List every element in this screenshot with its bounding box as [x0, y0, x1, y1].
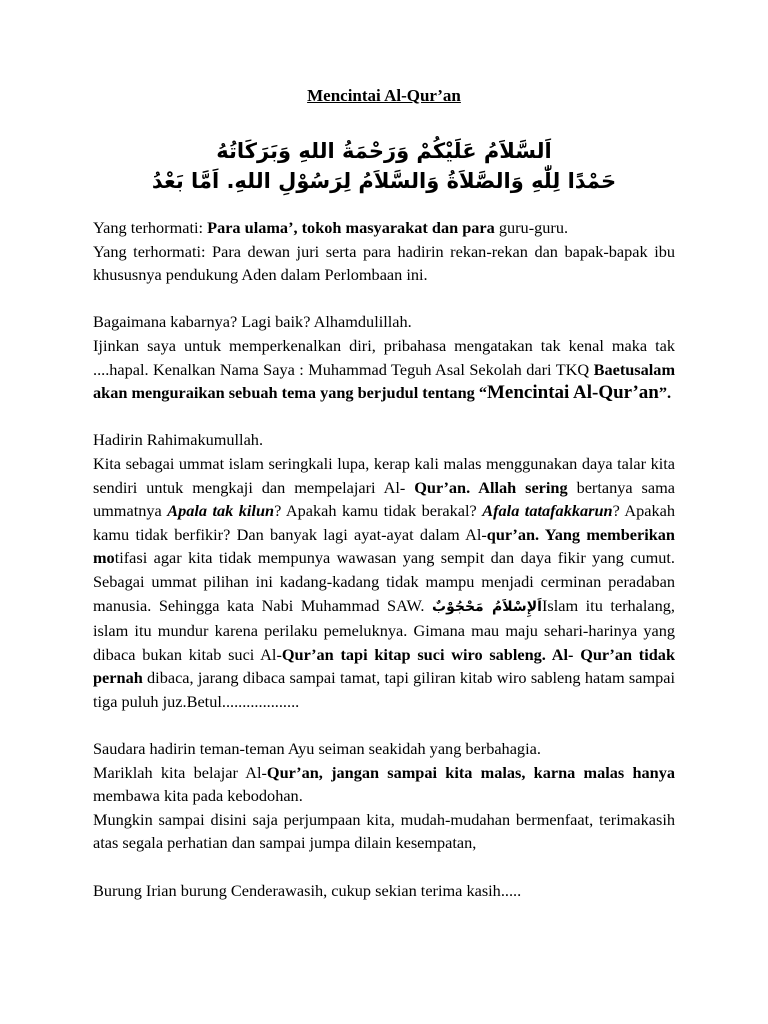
paragraph-saudara: Saudara hadirin teman-teman Ayu seiman seakidah yang berbahagia.: [93, 739, 541, 759]
text-run: Kita sebagai ummat islam seringkali lupa, kerap kali malas menggunakan daya talar kita sendiri untuk mengkaji dan mempelajari Al-: [93, 453, 675, 497]
text-run: Mariklah kita belajar Al-: [93, 762, 267, 782]
arabic-inline-phrase: اَلإِسْلاَمُ مَحْجُوْبٌ: [432, 598, 542, 615]
paragraph-introduction: [93, 334, 675, 405]
paragraph-invitation: [93, 761, 675, 808]
text-run: tifasi agar kita tidak mempunya wawasan yang sempit dan daya fikir yang cumut. Sebagai ummat pilihan ini kadang-kadang tidak mampu menjadi cerminan peradaban manusia. Sehingga kata Nabi Muhammad SAW.: [93, 548, 675, 615]
text-run: ? Apakah kamu tidak berfikir? Dan banyak lagi ayat-ayat dalam Al-: [93, 501, 676, 544]
text-run: membawa kita pada kebodohan.: [93, 786, 303, 806]
text-run-bold-italic: Afala tatafakkarun: [482, 501, 613, 521]
theme-title: Mencintai Al-Qur’an: [486, 382, 659, 404]
paragraph-how-are-you: Bagaimana kabarnya? Lagi baik? Alhamdulillah.: [93, 312, 412, 332]
paragraph-greeting-juri: Yang terhormati: Para dewan juri serta para hadirin rekan-rekan dan bapak-bapak ibu khususnya pendukung Aden dalam Perlombaan ini.: [93, 241, 675, 285]
text-run-bold: Para ulama’, tokoh masyarakat dan para: [207, 218, 495, 237]
text-run: guru-guru.: [494, 218, 569, 237]
paragraph-hadirin: Hadirin Rahimakumullah.: [93, 430, 264, 450]
text-run-bold: Qur’an tapi kitap suci wiro sableng. Al- Qur’an tidak pernah: [93, 644, 675, 688]
text-run: bertanya sama ummatnya: [93, 477, 675, 521]
arabic-greeting: اَلسَّلاَمُ عَلَيْكُمْ وَرَحْمَةُ اللهِ وَبَرَكَاتُهُ: [216, 139, 552, 163]
text-run-bold: qur’an. Yang memberikan mo: [93, 524, 675, 568]
paragraph-main-content: [93, 452, 675, 714]
text-run: Islam itu terhalang, islam itu mundur karena perilaku pemeluknya. Gimana mau maju sehari-harinya yang dibaca bukan kitab suci Al-: [93, 595, 676, 664]
paragraph-gap: [93, 287, 675, 311]
arabic-opening: حَمْدًا لِلّٰهِ وَالصَّلاَةُ وَالسَّلاَمُ لِرَسُوْلِ اللهِ. اَمَّا بَعْدُ: [151, 169, 617, 193]
text-run: Yang terhormati:: [93, 218, 208, 237]
text-run: dibaca, jarang dibaca sampai tamat, tapi giliran kitab wiro sableng hatam sampai tiga puluh juz.Betul...................: [93, 668, 675, 711]
speech-body: [93, 216, 675, 902]
paragraph-gap: [93, 713, 675, 737]
text-run-bold-italic: Apala tak kilun: [167, 501, 275, 521]
paragraph-closing: Mungkin sampai disini saja perjumpaan kita, mudah-mudahan bermenfaat, terimakasih atas segala perhatian dan sampai jumpa dilain kesempatan,: [93, 809, 675, 853]
text-run: Ijinkan saya untuk memperkenalkan diri, pribahasa mengatakan tak kenal maka tak ....hapal. Kenalkan Nama Saya : Muhammad Teguh Asal Sekolah dari TKQ: [93, 335, 675, 379]
document-title: Mencintai Al-Qur’an: [307, 86, 461, 105]
text-run-bold: Qur’an, jangan sampai kita malas, karna malas hanya: [266, 762, 675, 782]
text-run-bold: Baetusalam akan menguraikan sebuah tema yang berjudul tentang “: [93, 359, 675, 403]
paragraph-greeting-ulama: [93, 216, 675, 240]
paragraph-gap: [93, 405, 675, 429]
paragraph-gap: [93, 855, 675, 879]
document-page: [93, 0, 675, 1024]
text-run-bold: ”.: [658, 383, 672, 403]
paragraph-pantun: Burung Irian burung Cenderawasih, cukup sekian terima kasih.....: [93, 880, 522, 900]
text-run: ? Apakah kamu tidak berakal?: [274, 501, 483, 521]
text-run-bold: Qur’an. Allah sering: [414, 477, 568, 497]
